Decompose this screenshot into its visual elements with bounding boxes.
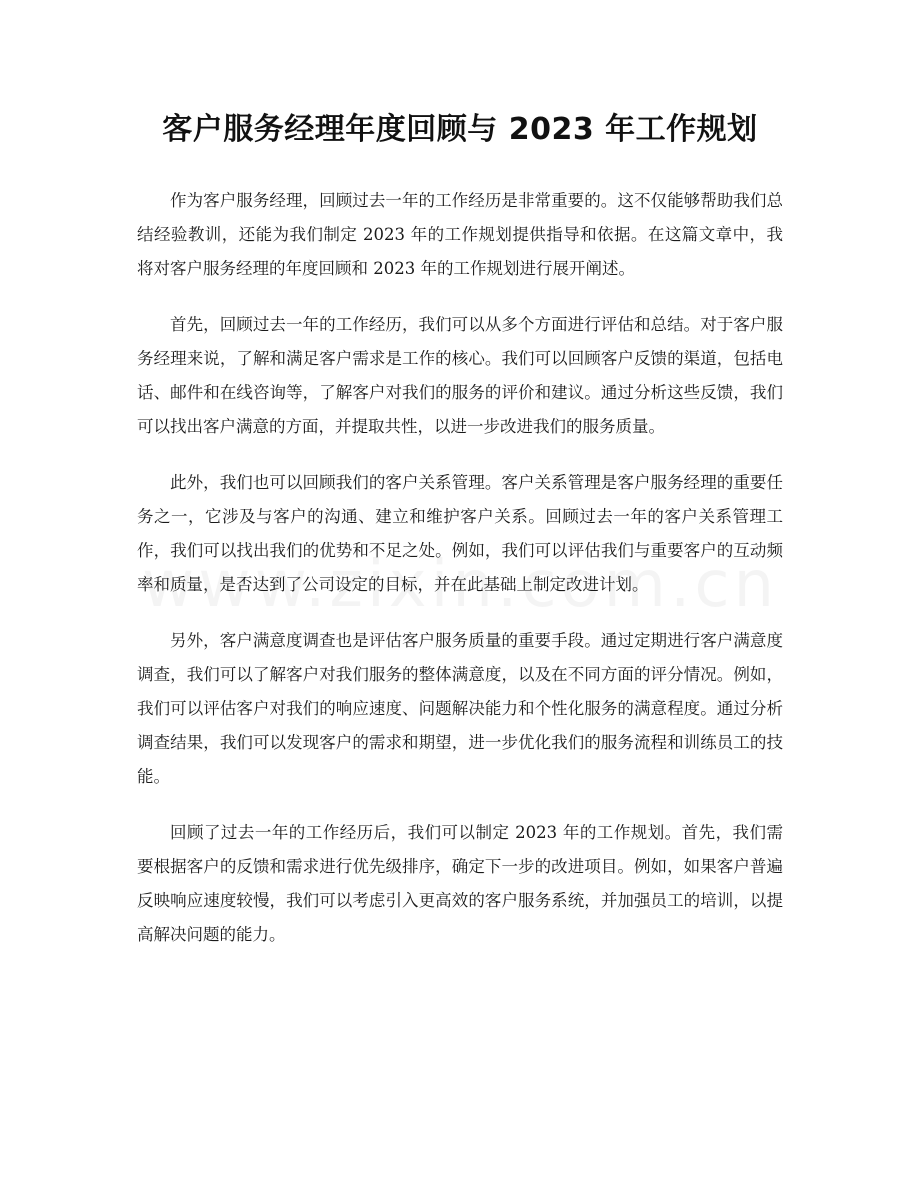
paragraph-2: 首先，回顾过去一年的工作经历，我们可以从多个方面进行评估和总结。对于客户服务经理来说，了解和满足客户需求是工作的核心。我们可以回顾客户反馈的渠道，包括电话、邮件和在线咨询等，了解客户对我们的服务的评价和建议。通过分析这些反馈，我们可以找出客户满意的方面，并提取共性，以进一步改进我们的服务质量。 — [137, 315, 783, 436]
paragraph-3: 此外，我们也可以回顾我们的客户关系管理。客户关系管理是客户服务经理的重要任务之一，它涉及与客户的沟通、建立和维护客户关系。回顾过去一年的客户关系管理工作，我们可以找出我们的优势和不足之处。例如，我们可以评估我们与重要客户的互动频率和质量，是否达到了公司设定的目标，并在此基础上制定改进计划。 — [137, 473, 783, 594]
paragraph-4: 另外，客户满意度调查也是评估客户服务质量的重要手段。通过定期进行客户满意度调查，我们可以了解客户对我们服务的整体满意度，以及在不同方面的评分情况。例如，我们可以评估客户对我们的响应速度、问题解决能力和个性化服务的满意程度。通过分析调查结果，我们可以发现客户的需求和期望，进一步优化我们的服务流程和训练员工的技能。 — [137, 631, 783, 786]
paragraph-5: 回顾了过去一年的工作经历后，我们可以制定 2023 年的工作规划。首先，我们需要根据客户的反馈和需求进行优先级排序，确定下一步的改进项目。例如，如果客户普遍反映响应速度较慢，我们可以考虑引入更高效的客户服务系统，并加强员工的培训，以提高解决问题的能力。 — [137, 823, 783, 944]
document-body — [137, 184, 783, 974]
document-title: 客户服务经理年度回顾与 2023 年工作规划 — [162, 112, 758, 147]
paragraph-1: 作为客户服务经理，回顾过去一年的工作经历是非常重要的。这不仅能够帮助我们总结经验教训，还能为我们制定 2023 年的工作规划提供指导和依据。在这篇文章中，我将对客户服务经理的年度回顾和 2023 年的工作规划进行展开阐述。 — [137, 191, 783, 278]
